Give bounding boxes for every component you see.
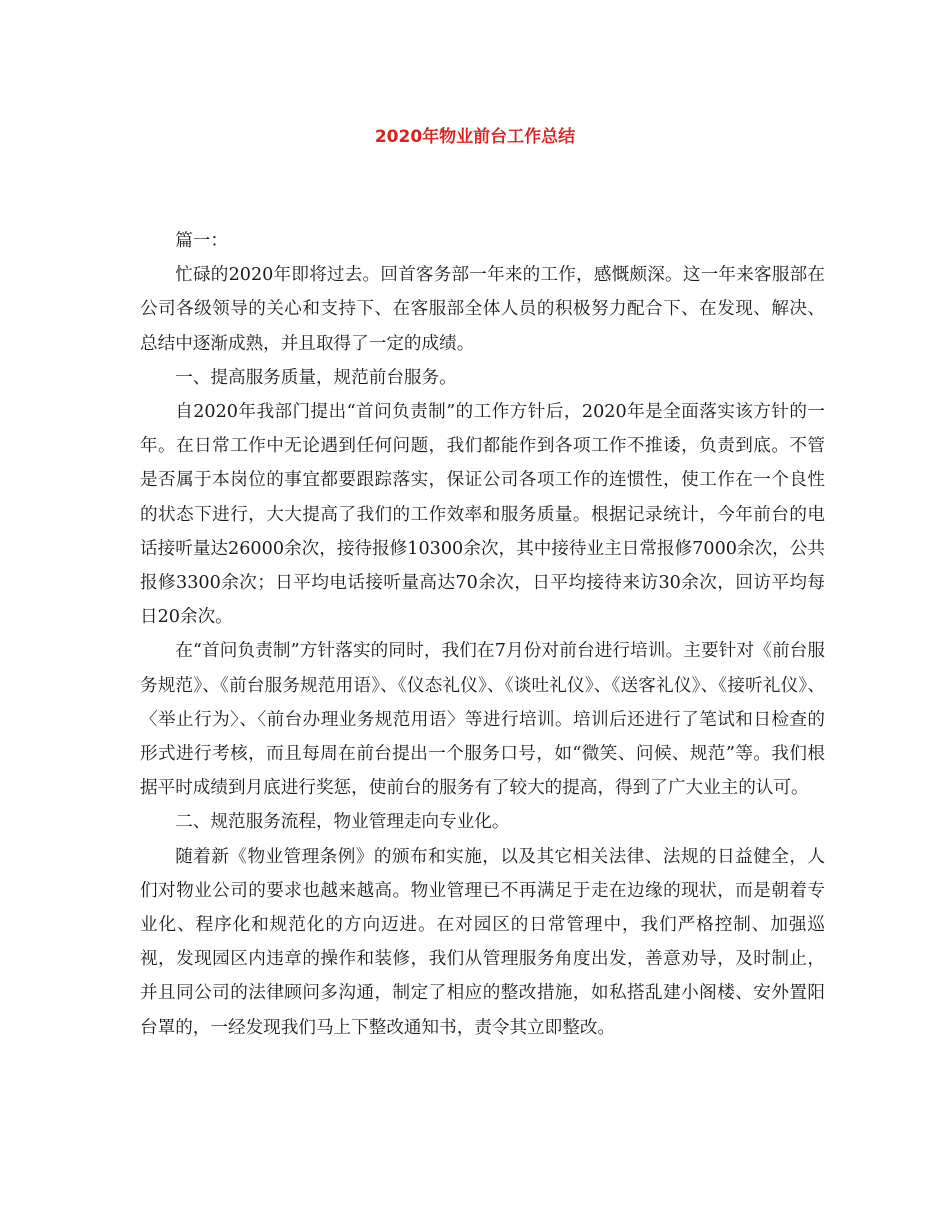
document-body [140, 224, 825, 1045]
paragraph-regulations: 随着新《物业管理条例》的颁布和实施，以及其它相关法律、法规的日益健全，人们对物业公司的要求也越来越高。物业管理已不再满足于走在边缘的现状，而是朝着专业化、程序化和规范化的方向迈进。在对园区的日常管理中，我们严格控制、加强巡视，发现园区内违章的操作和装修，我们从管理服务角度出发，善意劝导，及时制止，并且同公司的法律顾问多沟通，制定了相应的整改措施，如私搭乱建小阁楼、安外置阳台罩的，一经发现我们马上下整改通知书，责令其立即整改。 [140, 846, 825, 1038]
paragraph-section-label: 篇一： [175, 231, 228, 251]
paragraph-training: 在“首问负责制”方针落实的同时，我们在7月份对前台进行培训。主要针对《前台服务规范》、《前台服务规范用语》、《仪态礼仪》、《谈吐礼仪》、《送客礼仪》、《接听礼仪》、〈举止行为〉、〈前台办理业务规范用语〉等进行培训。培训后还进行了笔试和日检查的形式进行考核，而且每周在前台提出一个服务口号，如“微笑、问候、规范”等。我们根据平时成绩到月底进行奖惩，使前台的服务有了较大的提高，得到了广大业主的认可。 [140, 641, 825, 799]
heading-section-two: 二、规范服务流程，物业管理走向专业化。 [175, 812, 510, 833]
heading-section-one: 一、提高服务质量，规范前台服务。 [175, 367, 457, 388]
paragraph-intro: 忙碌的2020年即将过去。回首客务部一年来的工作，感慨颇深。这一年来客服部在公司各级领导的关心和支持下、在客服部全体人员的积极努力配合下、在发现、解决、总结中逐渐成熟，并且取得了一定的成绩。 [140, 265, 825, 354]
document-title: 2020年物业前台工作总结 [374, 127, 576, 147]
paragraph-first-responsibility: 自2020年我部门提出“首问负责制”的工作方针后，2020年是全面落实该方针的一年。在日常工作中无论遇到任何问题，我们都能作到各项工作不推诿，负责到底。不管是否属于本岗位的事宜都要跟踪落实，保证公司各项工作的连惯性，使工作在一个良性的状态下进行，大大提高了我们的工作效率和服务质量。根据记录统计，今年前台的电话接听量达26000余次，接待报修10300余次，其中接待业主日常报修7000余次，公共报修3300余次；日平均电话接听量高达70余次，日平均接待来访30余次，回访平均每日20余次。 [140, 402, 825, 628]
